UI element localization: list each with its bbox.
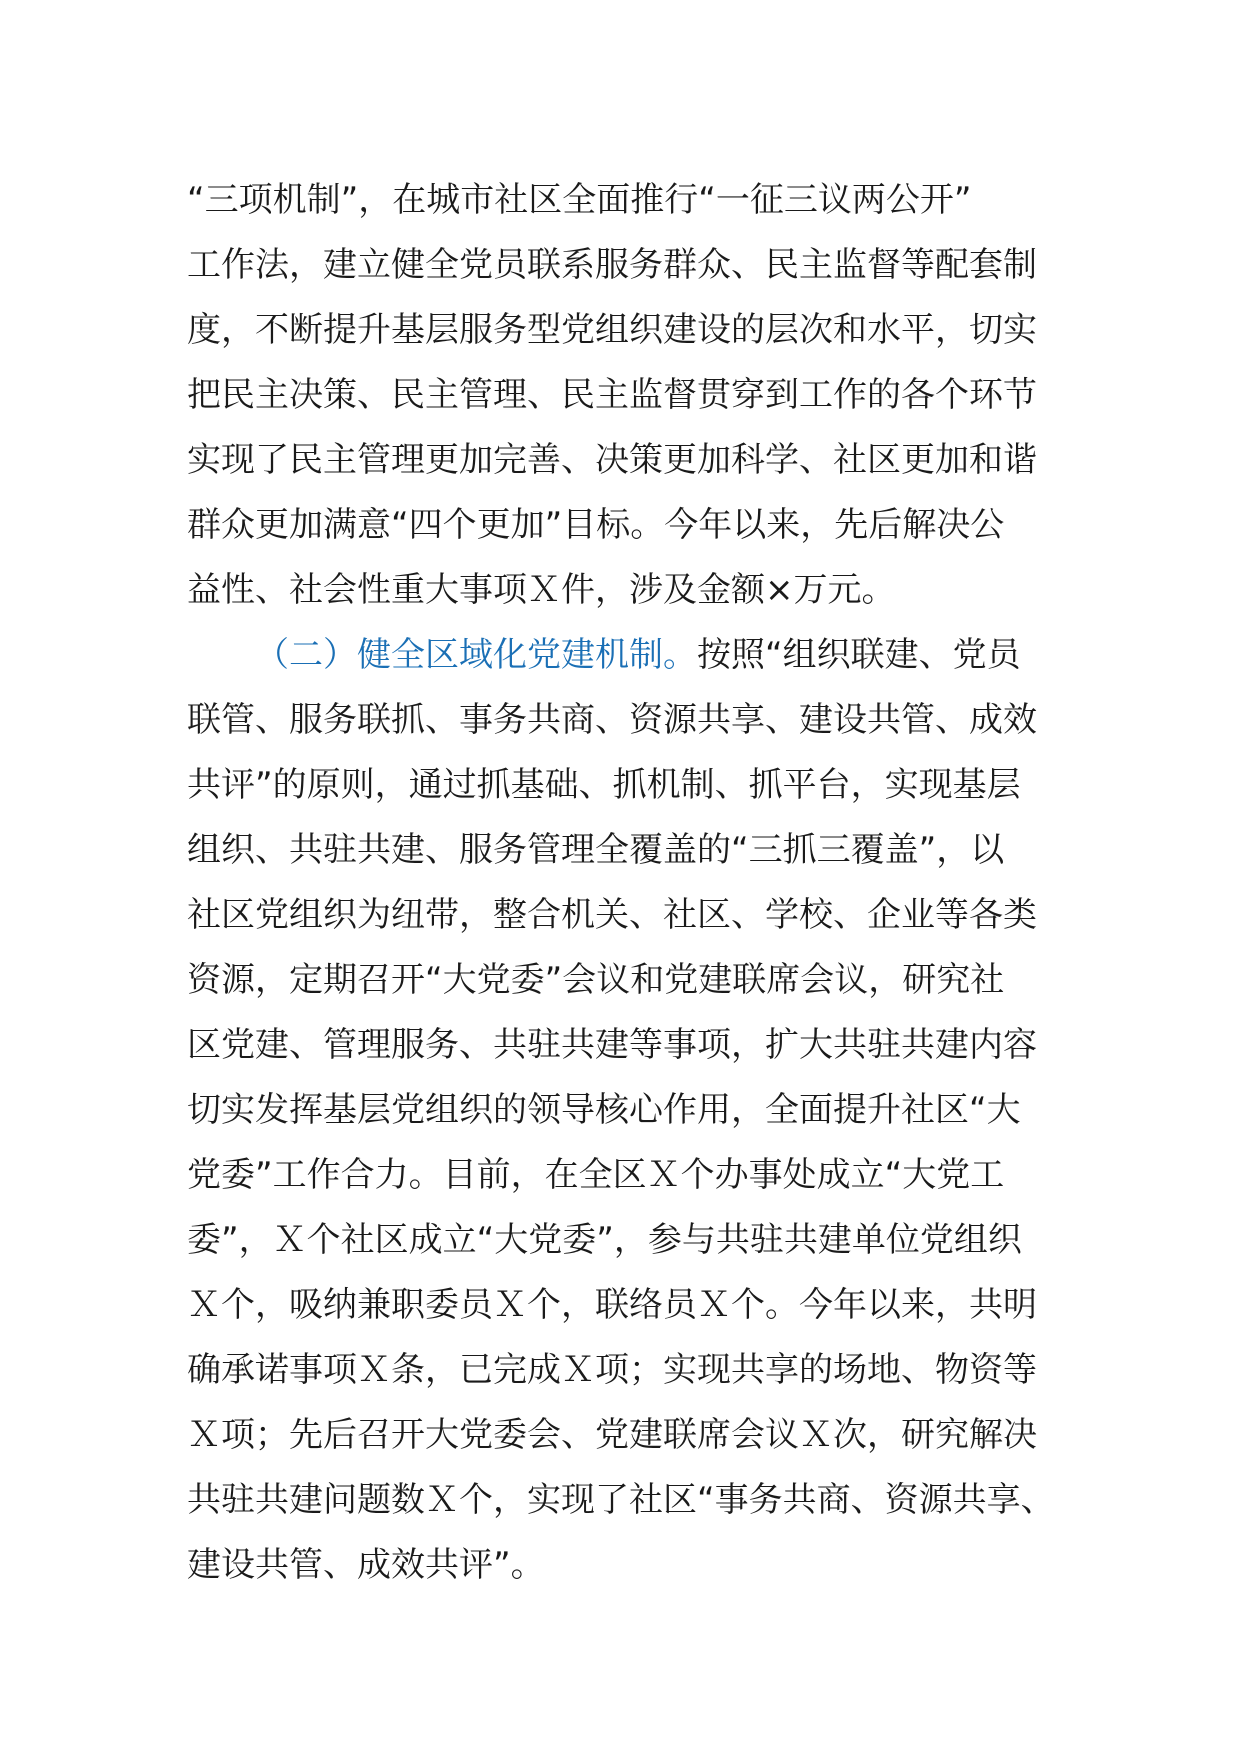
paragraph-line: 建设共管、成效共评”。 (187, 1545, 545, 1585)
paragraph-line: 度，不断提升基层服务型党组织建设的层次和水平，切实 (187, 310, 1037, 350)
section-first-line-text: 按照“组织联建、党员 (697, 635, 1021, 675)
paragraph-line: 资源，定期召开“大党委”会议和党建联席会议，研究社 (187, 960, 1005, 1000)
paragraph-line: 把民主决策、民主管理、民主监督贯穿到工作的各个环节 (187, 375, 1037, 415)
paragraph-line: 共评”的原则，通过抓基础、抓机制、抓平台，实现基层 (187, 765, 1021, 805)
paragraph-line: 共驻共建问题数Ｘ个，实现了社区“事务共商、资源共享、 (187, 1480, 1055, 1520)
paragraph-line: 社区党组织为纽带，整合机关、社区、学校、企业等各类 (187, 895, 1037, 935)
section-heading: （二）健全区域化党建机制。 (255, 635, 697, 675)
paragraph-line: 确承诺事项Ｘ条，已完成Ｘ项；实现共享的场地、物资等 (187, 1350, 1037, 1390)
paragraph-line: 实现了民主管理更加完善、决策更加科学、社区更加和谐 (187, 440, 1037, 480)
paragraph-line: 切实发挥基层党组织的领导核心作用，全面提升社区“大 (187, 1090, 1021, 1130)
section-heading-line (187, 623, 1087, 688)
paragraph-line: Ｘ项；先后召开大党委会、党建联席会议Ｘ次，研究解决 (187, 1415, 1037, 1455)
paragraph-line: 益性、社会性重大事项Ｘ件，涉及金额×万元。 (187, 570, 896, 610)
body-text (187, 168, 1087, 1598)
paragraph-line: 党委”工作合力。目前，在全区Ｘ个办事处成立“大党工 (187, 1155, 1005, 1195)
paragraph-line: “三项机制”，在城市社区全面推行“一征三议两公开” (187, 180, 972, 220)
paragraph-line: Ｘ个，吸纳兼职委员Ｘ个，联络员Ｘ个。今年以来，共明 (187, 1285, 1037, 1325)
paragraph-line: 工作法，建立健全党员联系服务群众、民主监督等配套制 (187, 245, 1037, 285)
paragraph-line: 委”，Ｘ个社区成立“大党委”，参与共驻共建单位党组织 (187, 1220, 1022, 1260)
paragraph-line: 联管、服务联抓、事务共商、资源共享、建设共管、成效 (187, 700, 1037, 740)
paragraph-line: 组织、共驻共建、服务管理全覆盖的“三抓三覆盖”，以 (187, 830, 1005, 870)
paragraph-line: 群众更加满意“四个更加”目标。今年以来，先后解决公 (187, 505, 1005, 545)
paragraph-line: 区党建、管理服务、共驻共建等事项，扩大共驻共建内容 (187, 1025, 1037, 1065)
